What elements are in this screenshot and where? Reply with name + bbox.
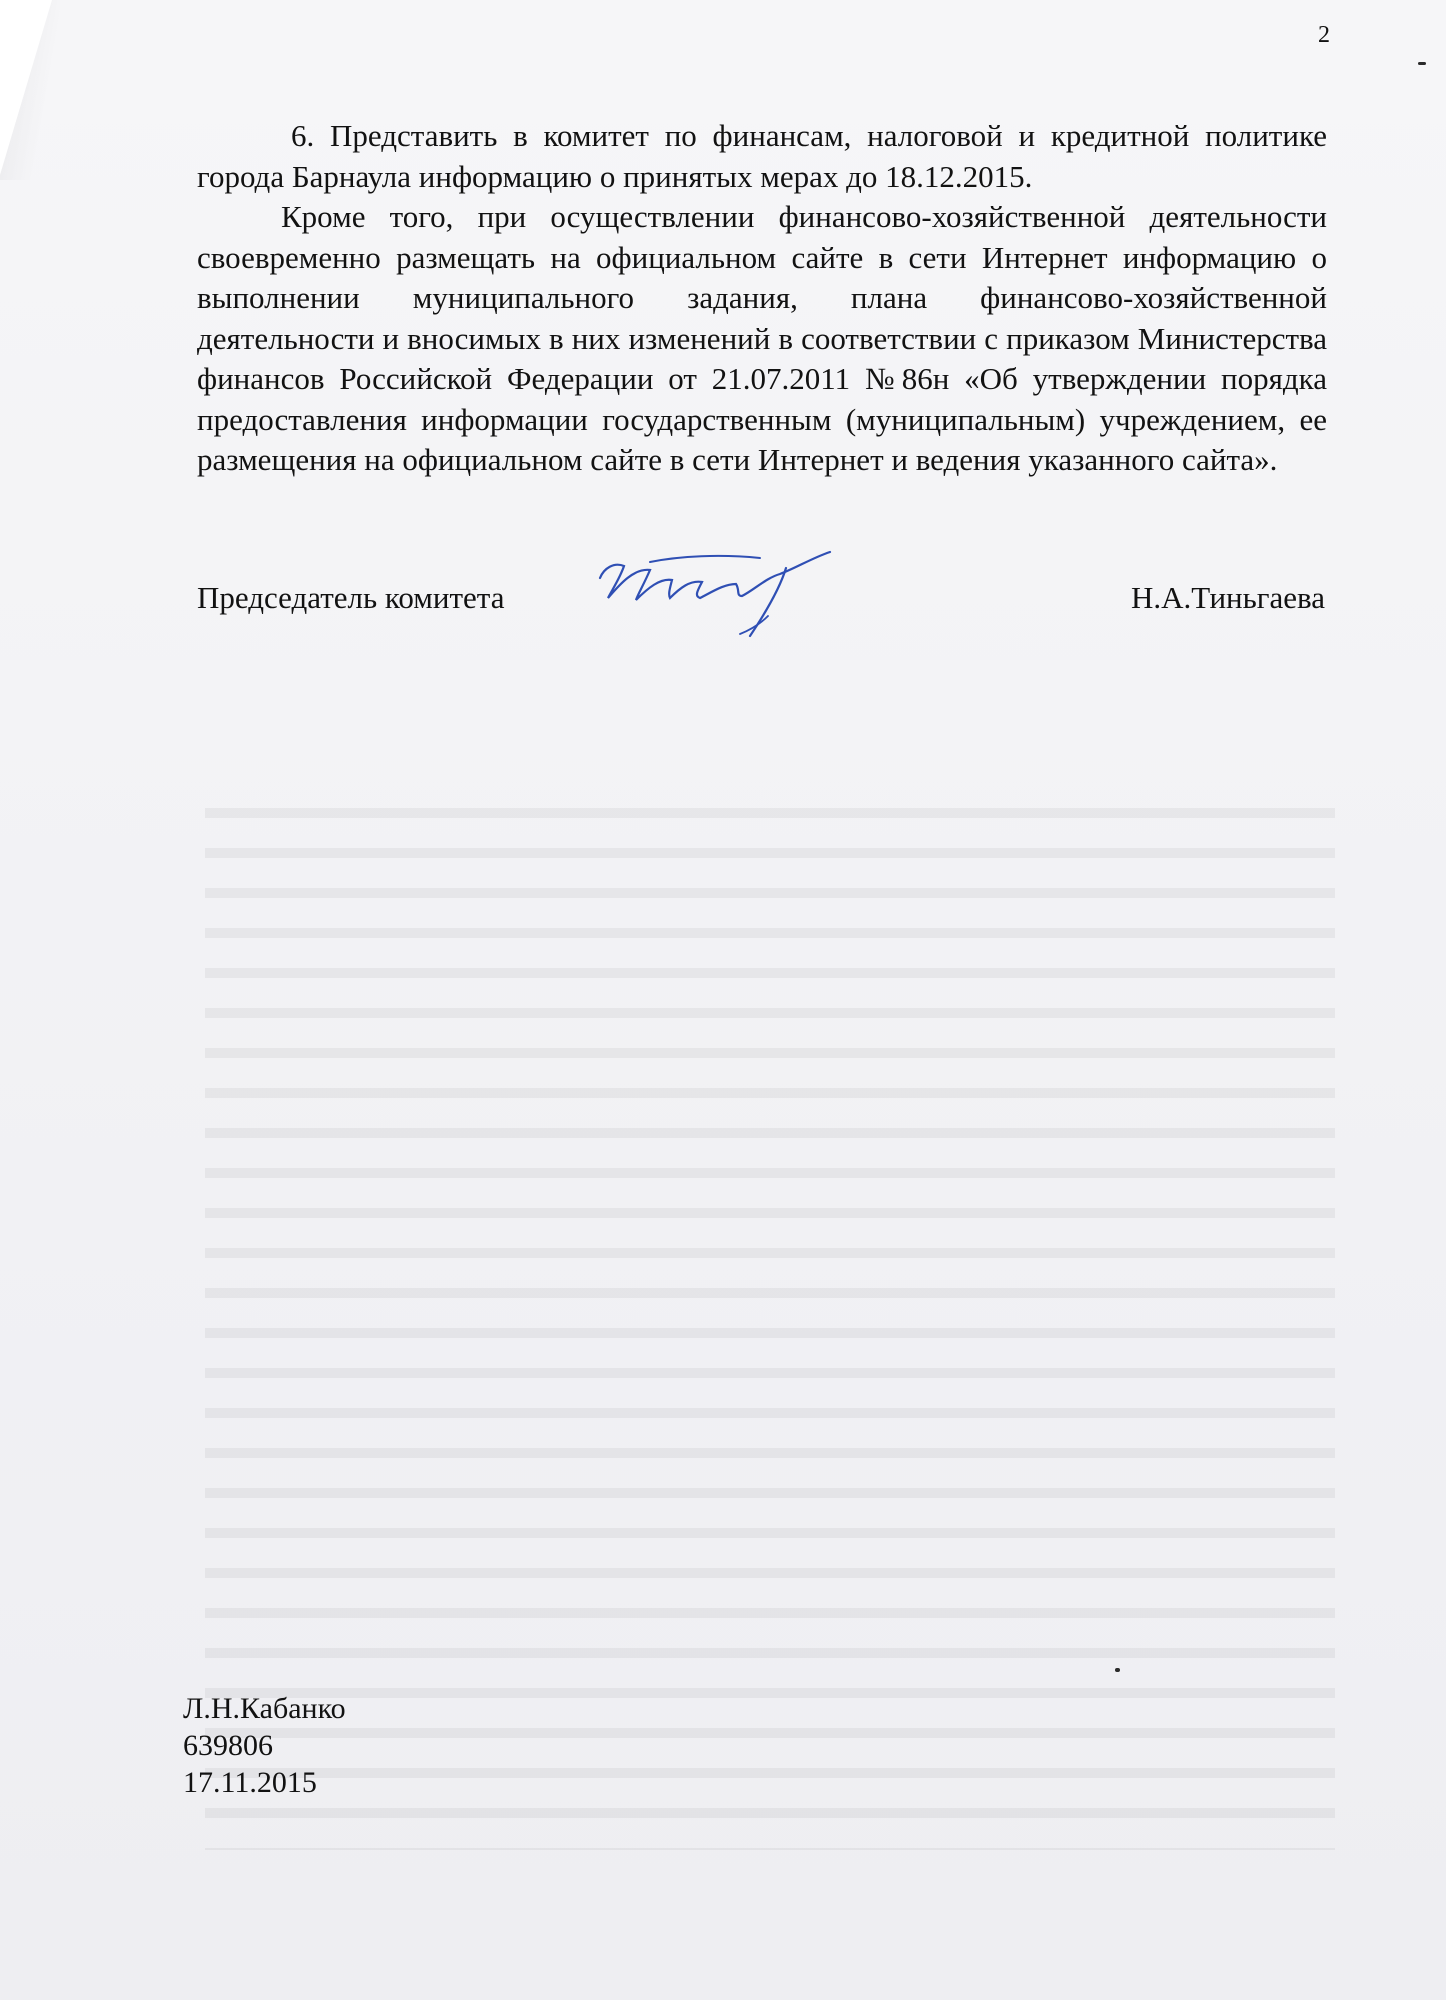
paragraph-item-6: 6. Представить в комитет по финансам, налоговой и кредитной политике города Барнаула информацию о принятых мерах до 18.12.2015. [197, 118, 1327, 194]
speck [1418, 62, 1426, 65]
signatory-name: Н.А.Тиньгаева [1131, 580, 1325, 615]
body-text [197, 116, 1327, 481]
document-date: 17.11.2015 [183, 1766, 317, 1799]
executor-phone: 639806 [183, 1729, 273, 1762]
executor-footer [183, 1690, 346, 1801]
page-number: 2 [1318, 22, 1330, 48]
speck [1115, 1668, 1120, 1672]
folded-corner [0, 0, 52, 175]
executor-name: Л.Н.Кабанко [183, 1692, 346, 1725]
handwritten-signature [590, 538, 850, 648]
signatory-position: Председатель комитета [197, 580, 505, 615]
paragraph-additional: Кроме того, при осуществлении финансово-хозяйственной деятельности своевременно размещать на официальном сайте в сети Интернет информацию о выполнении муниципального задания, плана финансово-хозяйственной деятельности и вносимых в них изменений в соответствии с приказом Министерства финансов Российской Федерации от 21.07.2011 №86н «Об утверждении порядка предоставления информации государственным (муниципальным) учреждением, ее размещения на официальном сайте в сети Интернет и ведения указанного сайта». [197, 199, 1327, 477]
reverse-side-bleed [205, 790, 1335, 1850]
